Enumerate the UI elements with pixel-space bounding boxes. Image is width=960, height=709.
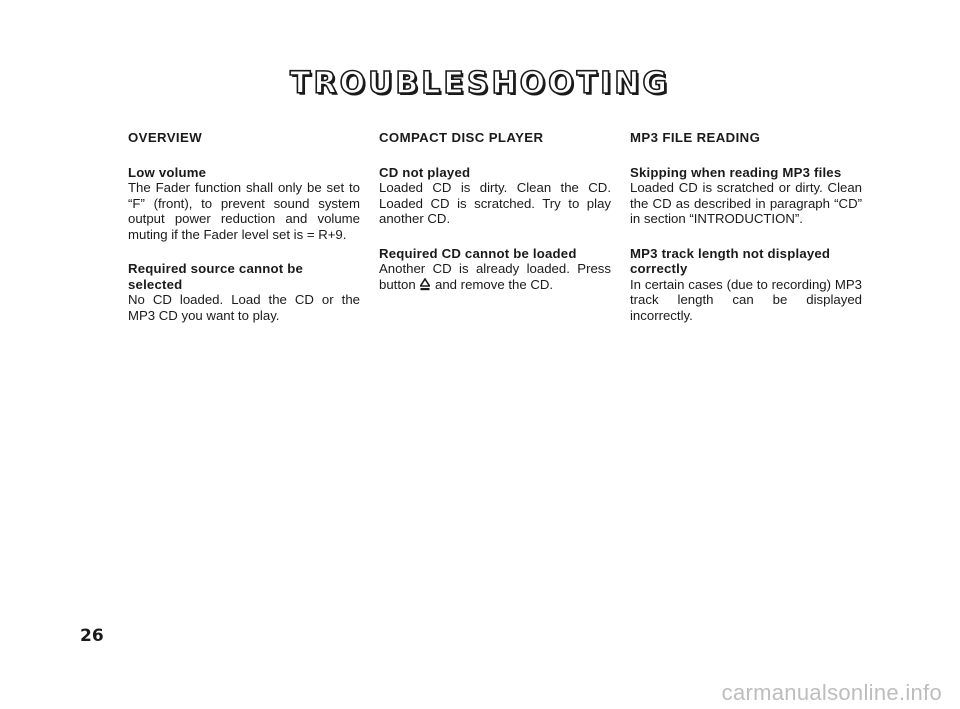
section-title: Required source cannot be selected: [128, 261, 304, 292]
section-required-cd: [379, 246, 611, 293]
section-title: MP3 track length not displayed correctly: [630, 245, 831, 276]
section-body: Loaded CD is dirty. Clean the CD. Loaded CD is scratched. Try to play another CD.: [379, 180, 611, 226]
section-skipping: [630, 165, 862, 227]
column-mp3-file-reading: [630, 130, 862, 342]
section-body: The Fader function shall only be set to “F” (front), to prevent sound system output power reduction and volume muting if the Fader level set is = R+9.: [128, 180, 360, 242]
section-required-source: [128, 261, 360, 323]
section-body: [379, 261, 611, 292]
section-body: No CD loaded. Load the CD or the MP3 CD you want to play.: [128, 292, 360, 323]
section-track-length: [630, 246, 862, 324]
column-heading: OVERVIEW: [128, 130, 203, 145]
section-title: Low volume: [128, 164, 207, 180]
column-compact-disc-player: [379, 130, 611, 311]
column-heading: MP3 FILE READING: [630, 130, 761, 145]
section-title: Skipping when reading MP3 files: [630, 164, 842, 180]
section-body: In certain cases (due to recording) MP3 track length can be displayed incorrectly.: [630, 276, 862, 323]
column-overview: [128, 130, 360, 342]
column-heading: COMPACT DISC PLAYER: [379, 130, 544, 145]
body-text-before-icon: Another CD is already loaded. Press button: [379, 261, 611, 292]
section-cd-not-played: [379, 165, 611, 227]
section-title: CD not played: [379, 164, 471, 180]
section-low-volume: [128, 165, 360, 243]
section-title: Required CD cannot be loaded: [379, 245, 577, 261]
eject-icon: [420, 278, 430, 291]
page-number: 26: [80, 626, 104, 646]
page-title: TROUBLESHOOTING: [290, 66, 670, 101]
body-text-after-icon: and remove the CD.: [435, 276, 554, 292]
section-body: Loaded CD is scratched or dirty. Clean the CD as described in paragraph “CD” in section “INTRODUCTION”.: [630, 180, 862, 226]
watermark: carmanualsonline.info: [721, 680, 942, 705]
